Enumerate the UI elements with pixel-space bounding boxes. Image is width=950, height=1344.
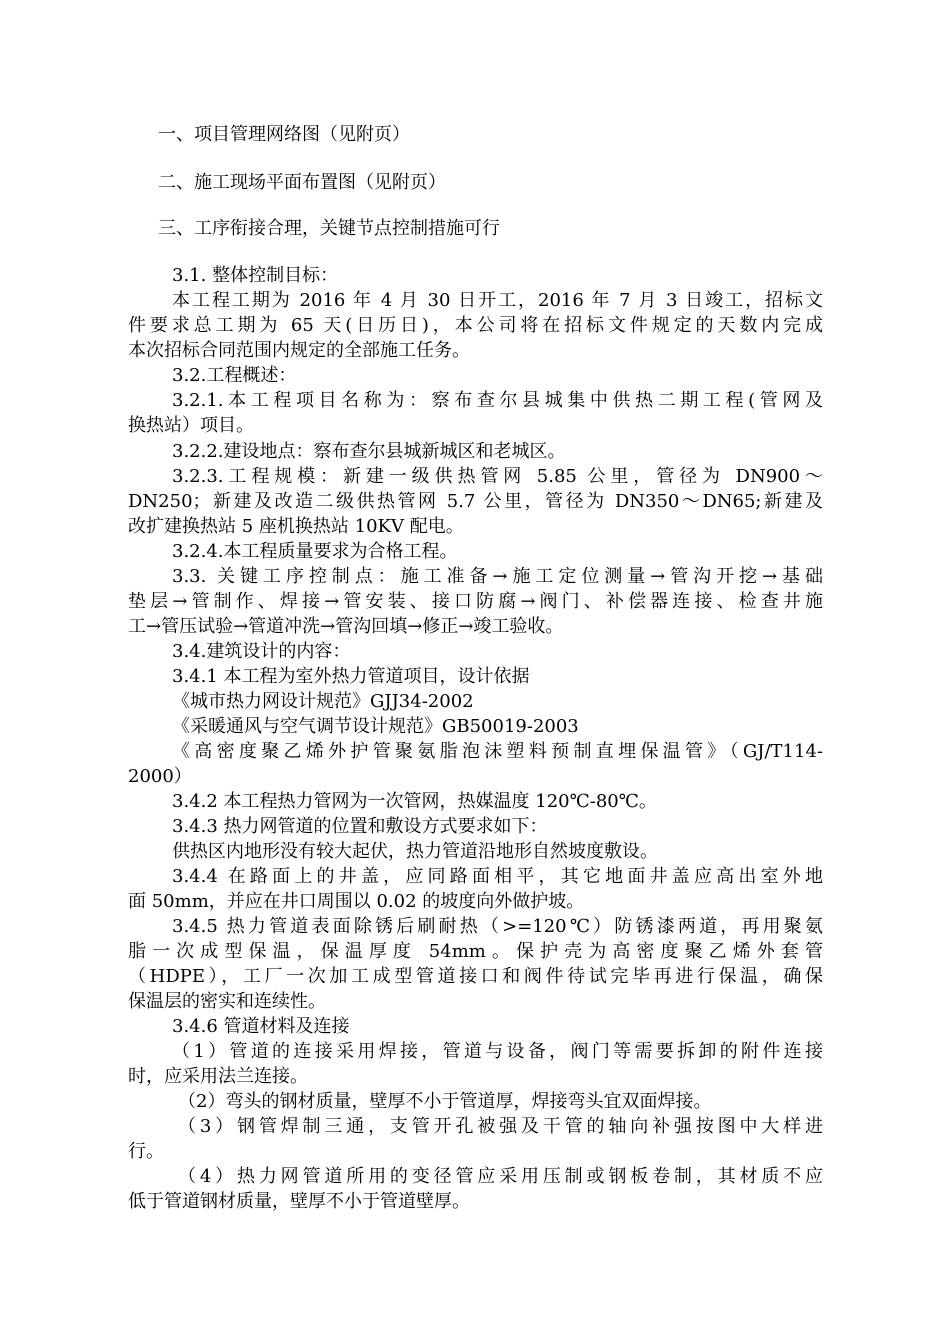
text-line: 3.4.建筑设计的内容： bbox=[172, 641, 351, 662]
text-line: 3.4.4 在路面上的井盖，应同路面相平，其它地面井盖应高出室外地 bbox=[172, 866, 823, 887]
text-line: 本工程工期为 2016 年 4 月 30 日开工，2016 年 7 月 3 日竣工，招标文 bbox=[172, 290, 823, 311]
text-line: 供热区内地形没有较大起伏，热力管道沿地形自然坡度敷设。 bbox=[172, 841, 658, 862]
text-line: （3）钢管焊制三通，支管开孔被强及干管的轴向补强按图中大样进 bbox=[178, 1116, 823, 1137]
section-heading-3: 三、工序衔接合理，关键节点控制措施可行 bbox=[158, 218, 500, 239]
text-line: 3.2.2.建设地点：察布查尔县城新城区和老城区。 bbox=[172, 441, 566, 462]
text-line: 保温层的密实和连续性。 bbox=[128, 991, 326, 1012]
text-line: 3.2.4.本工程质量要求为合格工程。 bbox=[172, 541, 458, 562]
text-line: 《采暖通风与空气调节设计规范》GB50019-2003 bbox=[172, 716, 579, 737]
text-line: 面 50mm，并应在井口周围以 0.02 的坡度向外做护坡。 bbox=[128, 891, 585, 912]
text-line: 低于管道钢材质量，壁厚不小于管道壁厚。 bbox=[128, 1191, 470, 1212]
text-line: 换热站）项目。 bbox=[128, 415, 254, 436]
text-line: 2000） bbox=[128, 766, 192, 787]
text-line: 本次招标合同范围内规定的全部施工任务。 bbox=[128, 340, 470, 361]
text-line: 3.4.6 管道材料及连接 bbox=[172, 1016, 350, 1037]
text-line: （HDPE），工厂一次加工成型管道接口和阀件待试完毕再进行保温，确保 bbox=[128, 966, 823, 987]
text-line: （1）管道的连接采用焊接，管道与设备，阀门等需要拆卸的附件连接 bbox=[172, 1041, 823, 1062]
section-heading-2: 二、施工现场平面布置图（见附页） bbox=[158, 172, 446, 193]
text-line: 3.2.3.工程规模：新建一级供热管网 5.85 公里，管径为 DN900～ bbox=[172, 466, 823, 487]
section-heading-1: 一、项目管理网络图（见附页） bbox=[158, 124, 410, 145]
text-line: 《城市热力网设计规范》GJJ34-2002 bbox=[172, 691, 474, 712]
text-line: DN250；新建及改造二级供热管网 5.7 公里，管径为 DN350～DN65;新建及 bbox=[128, 491, 823, 512]
text-line: 3.1. 整体控制目标： bbox=[172, 265, 339, 286]
text-line: 3.2.1.本工程项目名称为：察布查尔县城集中供热二期工程(管网及 bbox=[172, 390, 823, 411]
text-line: 改扩建换热站 5 座机换热站 10KV 配电。 bbox=[128, 516, 464, 537]
text-line: 3.4.2 本工程热力管网为一次管网，热媒温度 120℃-80℃。 bbox=[172, 791, 657, 812]
text-line: 时，应采用法兰连接。 bbox=[128, 1066, 308, 1087]
text-line: 件要求总工期为 65 天(日历日)，本公司将在招标文件规定的天数内完成 bbox=[128, 315, 823, 336]
text-line: 3.4.5 热力管道表面除锈后刷耐热（>=120℃）防锈漆两道，再用聚氨 bbox=[172, 916, 823, 937]
text-line: 垫层→管制作、焊接→管安装、接口防腐→阀门、补偿器连接、检查井施 bbox=[128, 591, 823, 612]
text-line: （2）弯头的钢材质量，壁厚不小于管道厚，焊接弯头宜双面焊接。 bbox=[178, 1091, 712, 1112]
text-line: 工→管压试验→管道冲洗→管沟回填→修正→竣工验收。 bbox=[128, 616, 564, 637]
text-line: 行。 bbox=[128, 1141, 164, 1162]
text-line: 3.4.3 热力网管道的位置和敷设方式要求如下： bbox=[172, 816, 548, 837]
text-line: 脂一次成型保温，保温厚度 54mm。保护壳为高密度聚乙烯外套管 bbox=[128, 941, 823, 962]
text-line: 3.3. 关键工序控制点：施工准备→施工定位测量→管沟开挖→基础 bbox=[172, 566, 823, 587]
text-line: 《高密度聚乙烯外护管聚氨脂泡沫塑料预制直埋保温管》（GJ/T114- bbox=[172, 741, 823, 762]
text-line: （4）热力网管道所用的变径管应采用压制或钢板卷制，其材质不应 bbox=[178, 1166, 823, 1187]
text-line: 3.4.1 本工程为室外热力管道项目，设计依据 bbox=[172, 666, 530, 687]
text-line: 3.2.工程概述： bbox=[172, 365, 297, 386]
